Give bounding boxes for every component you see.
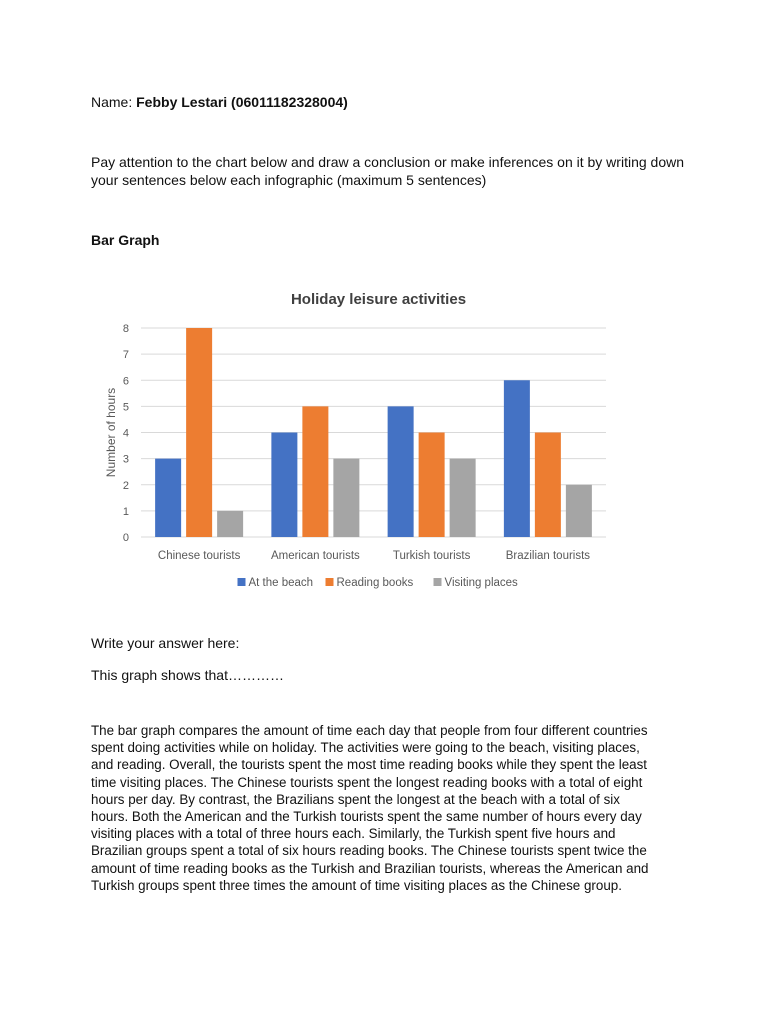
bar-chart xyxy=(91,276,621,606)
answer-paragraph xyxy=(91,722,681,894)
answer-prompt: This graph shows that………… xyxy=(91,667,284,683)
legend-swatch xyxy=(326,578,334,586)
y-tick-label: 8 xyxy=(122,323,129,335)
answer-line: Brazilian groups spent a total of six hours reading books. The Chinese tourists spent twice the xyxy=(91,843,647,859)
answer-label: Write your answer here: xyxy=(91,635,240,651)
bar xyxy=(535,433,561,538)
bar xyxy=(566,485,592,537)
y-tick-label: 3 xyxy=(122,453,129,466)
bar xyxy=(271,433,297,538)
answer-line: Turkish groups spent three times the amount of time visiting places as the Chinese group. xyxy=(91,877,622,893)
bar xyxy=(217,511,243,537)
bar xyxy=(419,433,445,538)
bar xyxy=(186,328,212,537)
answer-line: hours. Both the American and the Turkish tourists spent the same number of hours every day xyxy=(91,809,642,825)
name-line xyxy=(91,93,348,111)
answer-line: time visiting places. The Chinese tourists spent the longest reading books with a total of eight xyxy=(91,774,643,790)
bar xyxy=(333,459,359,537)
legend-swatch xyxy=(434,578,442,586)
x-tick-label: Brazilian tourists xyxy=(505,550,591,562)
y-tick-label: 2 xyxy=(122,479,129,492)
y-tick-label: 4 xyxy=(122,427,129,440)
y-tick-label: 0 xyxy=(122,532,129,544)
bar xyxy=(504,380,530,537)
bar xyxy=(302,406,328,537)
section-title: Bar Graph xyxy=(91,232,160,248)
y-tick-label: 1 xyxy=(122,505,129,518)
answer-line: spent doing activities while on holiday. The activities were going to the beach, visiting places, xyxy=(91,740,640,756)
y-axis-label: Number of hours xyxy=(104,387,118,478)
chart-title: Holiday leisure activities xyxy=(290,291,467,308)
legend-label: Reading books xyxy=(336,577,414,589)
chart-svg xyxy=(91,276,621,606)
y-tick-label: 6 xyxy=(122,375,129,388)
name-label: Name: xyxy=(91,94,133,110)
student-name: Febby Lestari (06011182328004) xyxy=(136,94,348,110)
x-tick-label: American tourists xyxy=(270,550,360,562)
instructions: Pay attention to the chart below and draw a conclusion or make inferences on it by writing down your sentences below each infographic (maximum 5 sentences) xyxy=(91,154,684,188)
bar xyxy=(155,459,181,537)
answer-line: amount of time reading books as the Turkish and Brazilian tourists, whereas the American and xyxy=(91,860,649,876)
answer-line: hours per day. By contrast, the Brazilians spent the longest at the beach with a total of six xyxy=(91,791,620,807)
legend-label: At the beach xyxy=(248,577,314,589)
answer-line: The bar graph compares the amount of time each day that people from four different countries xyxy=(91,723,648,738)
y-tick-label: 7 xyxy=(122,349,129,362)
legend-swatch xyxy=(238,578,246,586)
answer-line: and reading. Overall, the tourists spent the most time reading books while they spent the least xyxy=(91,757,648,773)
x-tick-label: Turkish tourists xyxy=(392,550,471,562)
bar xyxy=(450,459,476,537)
x-tick-label: Chinese tourists xyxy=(157,550,241,562)
legend-label: Visiting places xyxy=(444,577,518,589)
y-tick-label: 5 xyxy=(122,401,129,414)
answer-line: visiting places with a total of three hours each. Similarly, the Turkish spent five hours and xyxy=(91,826,616,842)
bar xyxy=(388,406,414,537)
